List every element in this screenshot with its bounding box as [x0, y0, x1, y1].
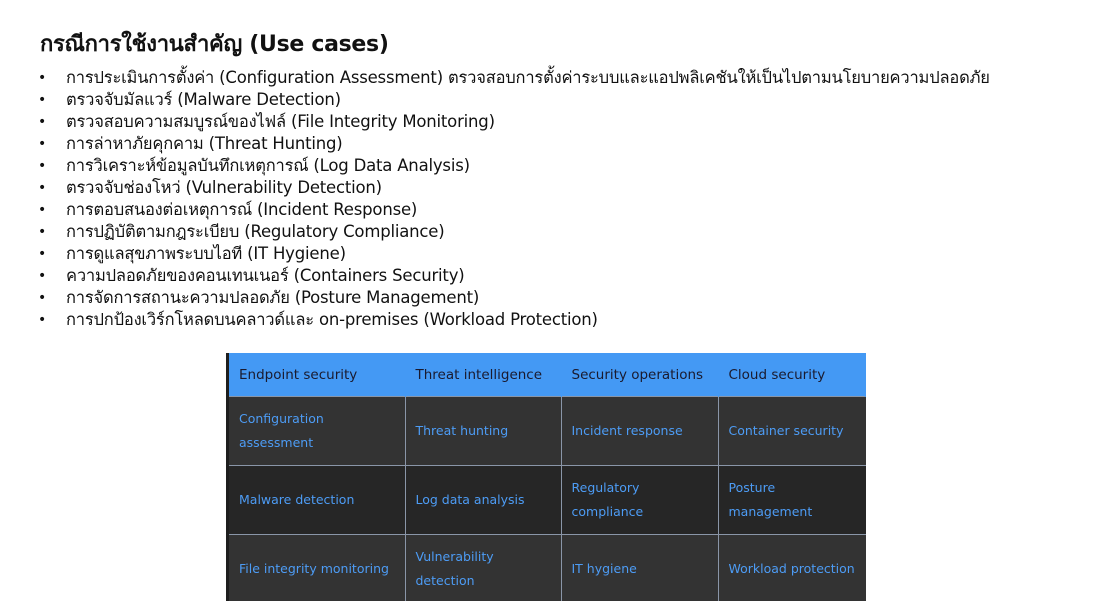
table-cell: Configuration assessment — [229, 397, 405, 466]
table-cell: Incident response — [561, 397, 718, 466]
use-case-table — [229, 353, 866, 601]
page-title: กรณีการใช้งานสำคัญ (Use cases) — [40, 32, 389, 57]
list-item: • การจัดการสถานะความปลอดภัย (Posture Management) — [38, 287, 990, 309]
list-item: • การดูแลสุขภาพระบบไอที (IT Hygiene) — [38, 243, 990, 265]
table-cell: Container security — [718, 397, 866, 466]
table-cell: Vulnerability detection — [405, 535, 561, 602]
list-item: • ตรวจจับช่องโหว่ (Vulnerability Detection) — [38, 177, 990, 199]
table-row — [229, 535, 866, 602]
column-header-security-operations: Security operations — [561, 353, 718, 397]
table-cell: Posture management — [718, 466, 866, 535]
column-header-threat-intelligence: Threat intelligence — [405, 353, 561, 397]
list-item: • การล่าหาภัยคุกคาม (Threat Hunting) — [38, 133, 990, 155]
list-item: • การปกป้องเวิร์กโหลดบนคลาวด์และ on-premises (Workload Protection) — [38, 309, 990, 331]
column-header-endpoint-security: Endpoint security — [229, 353, 405, 397]
table-cell: Regulatory compliance — [561, 466, 718, 535]
use-case-list — [38, 67, 990, 331]
list-item: • ความปลอดภัยของคอนเทนเนอร์ (Containers Security) — [38, 265, 990, 287]
table-cell: IT hygiene — [561, 535, 718, 602]
list-item: • การวิเคราะห์ข้อมูลบันทึกเหตุการณ์ (Log Data Analysis) — [38, 155, 990, 177]
list-item: • ตรวจสอบความสมบูรณ์ของไฟล์ (File Integrity Monitoring) — [38, 111, 990, 133]
column-header-cloud-security: Cloud security — [718, 353, 866, 397]
table-row — [229, 466, 866, 535]
list-item: • การปฏิบัติตามกฎระเบียบ (Regulatory Compliance) — [38, 221, 990, 243]
table-header-row — [229, 353, 866, 397]
table-cell: Workload protection — [718, 535, 866, 602]
list-item: • ตรวจจับมัลแวร์ (Malware Detection) — [38, 89, 990, 111]
list-item: • การประเมินการตั้งค่า (Configuration Assessment) ตรวจสอบการตั้งค่าระบบและแอปพลิเคชันให้เป็นไปตามนโยบายความปลอดภัย — [38, 67, 990, 89]
table-row — [229, 397, 866, 466]
list-item: • การตอบสนองต่อเหตุการณ์ (Incident Response) — [38, 199, 990, 221]
table-cell: File integrity monitoring — [229, 535, 405, 602]
table-cell: Log data analysis — [405, 466, 561, 535]
use-case-matrix — [226, 353, 866, 601]
table-cell: Malware detection — [229, 466, 405, 535]
table-cell: Threat hunting — [405, 397, 561, 466]
